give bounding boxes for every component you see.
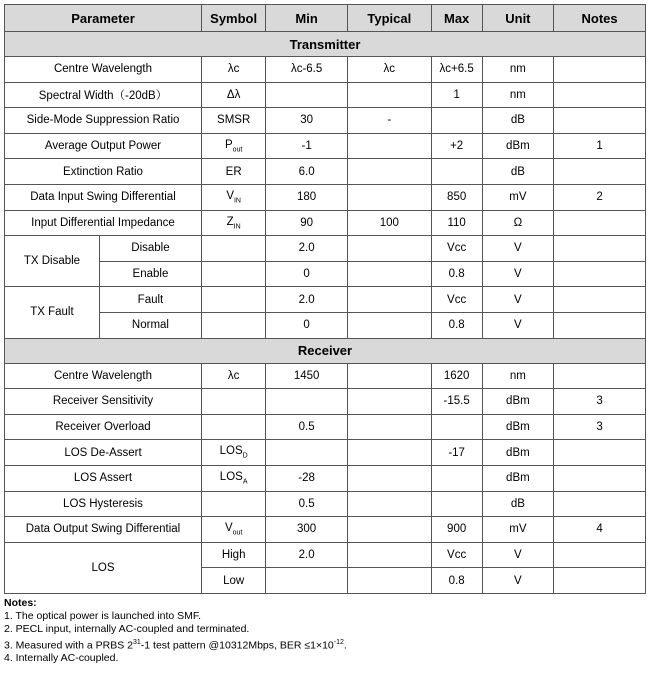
typ-cell xyxy=(347,261,431,287)
typ-cell xyxy=(347,465,431,491)
symbol-subscript: D xyxy=(242,452,248,460)
symbol-cell xyxy=(202,491,266,517)
note-3-exponent-ber: -12 xyxy=(333,638,344,646)
max-cell: 110 xyxy=(431,210,482,236)
note-cell xyxy=(554,108,646,134)
typ-cell xyxy=(347,82,431,108)
header-row xyxy=(5,5,646,32)
table-row xyxy=(5,108,646,134)
group-label-tx-fault: TX Fault xyxy=(5,287,100,338)
max-cell xyxy=(431,491,482,517)
unit-cell: dB xyxy=(482,159,553,185)
param-cell: Side-Mode Suppression Ratio xyxy=(5,108,202,134)
min-cell xyxy=(266,82,348,108)
sub-param-cell: Fault xyxy=(99,287,201,313)
typ-cell xyxy=(347,287,431,313)
symbol-cell: λc xyxy=(202,57,266,83)
table-row xyxy=(5,210,646,236)
max-cell xyxy=(431,159,482,185)
max-cell: Vcc xyxy=(431,236,482,262)
note-3-part-a: 3. Measured with a PRBS 2 xyxy=(4,639,133,652)
min-cell: 0.5 xyxy=(266,414,348,440)
note-cell xyxy=(554,465,646,491)
unit-cell: V xyxy=(482,261,553,287)
note-cell xyxy=(554,261,646,287)
unit-cell: V xyxy=(482,312,553,338)
typ-cell xyxy=(347,491,431,517)
unit-cell: dB xyxy=(482,491,553,517)
symbol-main: LOS xyxy=(219,445,243,458)
param-cell: LOS De-Assert xyxy=(5,440,202,466)
note-cell xyxy=(554,568,646,594)
max-cell: Vcc xyxy=(431,287,482,313)
note-cell xyxy=(554,542,646,568)
table-row xyxy=(5,465,646,491)
note-cell: 1 xyxy=(554,133,646,159)
sub-param-cell: High xyxy=(202,542,266,568)
symbol-cell xyxy=(202,389,266,415)
param-cell: Receiver Sensitivity xyxy=(5,389,202,415)
table-row xyxy=(5,414,646,440)
typ-cell xyxy=(347,236,431,262)
symbol-subscript: A xyxy=(242,478,248,486)
max-cell: λc+6.5 xyxy=(431,57,482,83)
min-cell: 0 xyxy=(266,312,348,338)
header-typical: Typical xyxy=(347,5,431,32)
symbol-cell xyxy=(202,133,266,159)
table-row xyxy=(5,236,646,262)
symbol-subscript: out xyxy=(232,146,243,154)
max-cell: 1 xyxy=(431,82,482,108)
max-cell: Vcc xyxy=(431,542,482,568)
min-cell: 6.0 xyxy=(266,159,348,185)
min-cell: λc-6.5 xyxy=(266,57,348,83)
typ-cell: - xyxy=(347,108,431,134)
sub-param-cell: Enable xyxy=(99,261,201,287)
table-row xyxy=(5,287,646,313)
header-parameter: Parameter xyxy=(5,5,202,32)
optical-spec-table xyxy=(4,4,646,594)
typ-cell xyxy=(347,568,431,594)
note-3 xyxy=(4,636,646,653)
typ-cell xyxy=(347,184,431,210)
unit-cell: nm xyxy=(482,363,553,389)
param-cell: Input Differential Impedance xyxy=(5,210,202,236)
symbol-subscript: out xyxy=(232,529,243,537)
symbol-subscript: IN xyxy=(233,223,241,230)
typ-cell xyxy=(347,414,431,440)
notes-title: Notes: xyxy=(4,596,37,609)
header-min: Min xyxy=(266,5,348,32)
typ-cell xyxy=(347,133,431,159)
note-cell xyxy=(554,287,646,313)
min-cell: 30 xyxy=(266,108,348,134)
typ-cell xyxy=(347,542,431,568)
typ-cell xyxy=(347,389,431,415)
table-row xyxy=(5,363,646,389)
section-title: Transmitter xyxy=(5,32,646,57)
unit-cell: dBm xyxy=(482,389,553,415)
min-cell: -1 xyxy=(266,133,348,159)
symbol-cell: Δλ xyxy=(202,82,266,108)
min-cell xyxy=(266,568,348,594)
table-row xyxy=(5,159,646,185)
param-cell: Centre Wavelength xyxy=(5,57,202,83)
symbol-main: LOS xyxy=(219,471,243,484)
typ-cell: λc xyxy=(347,57,431,83)
min-cell xyxy=(266,389,348,415)
sub-param-cell: Normal xyxy=(99,312,201,338)
table-row xyxy=(5,491,646,517)
sub-param-cell: Disable xyxy=(99,236,201,262)
note-1: 1. The optical power is launched into SMF. xyxy=(4,609,202,622)
unit-cell: dB xyxy=(482,108,553,134)
symbol-cell xyxy=(202,184,266,210)
sub-param-cell: Low xyxy=(202,568,266,594)
max-cell: 1620 xyxy=(431,363,482,389)
symbol-cell xyxy=(202,261,266,287)
min-cell: 180 xyxy=(266,184,348,210)
spec-sheet xyxy=(4,4,646,665)
symbol-main: V xyxy=(224,522,233,535)
min-cell: -28 xyxy=(266,465,348,491)
max-cell: 0.8 xyxy=(431,568,482,594)
symbol-main: P xyxy=(224,138,233,151)
unit-cell: dBm xyxy=(482,414,553,440)
unit-cell: V xyxy=(482,542,553,568)
min-cell: 2.0 xyxy=(266,236,348,262)
unit-cell: dBm xyxy=(482,440,553,466)
section-row-receiver xyxy=(5,338,646,363)
note-3-part-b: -1 test pattern @10312Mbps, BER ≤1×10 xyxy=(140,639,334,652)
param-cell: LOS Assert xyxy=(5,465,202,491)
param-cell: Extinction Ratio xyxy=(5,159,202,185)
typ-cell xyxy=(347,159,431,185)
param-cell: Spectral Width（-20dB） xyxy=(5,82,202,108)
table-row xyxy=(5,312,646,338)
param-cell: Data Output Swing Differential xyxy=(5,517,202,543)
min-cell xyxy=(266,440,348,466)
unit-cell: mV xyxy=(482,517,553,543)
min-cell: 1450 xyxy=(266,363,348,389)
note-cell: 4 xyxy=(554,517,646,543)
max-cell: 850 xyxy=(431,184,482,210)
unit-cell: V xyxy=(482,287,553,313)
note-cell xyxy=(554,210,646,236)
note-cell xyxy=(554,363,646,389)
symbol-cell xyxy=(202,440,266,466)
symbol-cell: ER xyxy=(202,159,266,185)
header-unit: Unit xyxy=(482,5,553,32)
symbol-cell xyxy=(202,517,266,543)
max-cell: -15.5 xyxy=(431,389,482,415)
param-cell: Centre Wavelength xyxy=(5,363,202,389)
note-4: 4. Internally AC-coupled. xyxy=(4,652,119,665)
note-cell: 3 xyxy=(554,389,646,415)
table-row xyxy=(5,261,646,287)
table-row xyxy=(5,389,646,415)
symbol-main: Z xyxy=(226,215,234,228)
max-cell: 0.8 xyxy=(431,312,482,338)
note-3-part-c: . xyxy=(343,639,347,652)
section-row-transmitter xyxy=(5,32,646,57)
typ-cell: 100 xyxy=(347,210,431,236)
note-cell xyxy=(554,159,646,185)
note-cell xyxy=(554,440,646,466)
table-row xyxy=(5,133,646,159)
group-label-tx-disable: TX Disable xyxy=(5,236,100,287)
max-cell xyxy=(431,108,482,134)
unit-cell: dBm xyxy=(482,465,553,491)
table-row xyxy=(5,184,646,210)
note-3-exponent-prbs: 31 xyxy=(132,638,141,646)
param-cell: Receiver Overload xyxy=(5,414,202,440)
max-cell xyxy=(431,414,482,440)
symbol-cell xyxy=(202,236,266,262)
note-cell xyxy=(554,57,646,83)
table-row xyxy=(5,440,646,466)
symbol-cell xyxy=(202,312,266,338)
notes-section xyxy=(4,597,646,666)
unit-cell: dBm xyxy=(482,133,553,159)
unit-cell: Ω xyxy=(482,210,553,236)
min-cell: 2.0 xyxy=(266,542,348,568)
max-cell: +2 xyxy=(431,133,482,159)
max-cell xyxy=(431,465,482,491)
max-cell: 900 xyxy=(431,517,482,543)
min-cell: 300 xyxy=(266,517,348,543)
note-cell xyxy=(554,491,646,517)
unit-cell: mV xyxy=(482,184,553,210)
table-row xyxy=(5,542,646,568)
symbol-cell xyxy=(202,465,266,491)
note-2: 2. PECL input, internally AC-coupled and terminated. xyxy=(4,622,250,635)
table-row xyxy=(5,82,646,108)
symbol-cell: λc xyxy=(202,363,266,389)
symbol-cell: SMSR xyxy=(202,108,266,134)
note-cell xyxy=(554,82,646,108)
unit-cell: V xyxy=(482,568,553,594)
unit-cell: V xyxy=(482,236,553,262)
min-cell: 2.0 xyxy=(266,287,348,313)
section-title: Receiver xyxy=(5,338,646,363)
note-cell: 2 xyxy=(554,184,646,210)
param-cell: Data Input Swing Differential xyxy=(5,184,202,210)
header-symbol: Symbol xyxy=(202,5,266,32)
param-cell: LOS Hysteresis xyxy=(5,491,202,517)
unit-cell: nm xyxy=(482,57,553,83)
typ-cell xyxy=(347,363,431,389)
symbol-subscript: IN xyxy=(233,197,241,205)
symbol-cell xyxy=(202,414,266,440)
min-cell: 0.5 xyxy=(266,491,348,517)
typ-cell xyxy=(347,517,431,543)
unit-cell: nm xyxy=(482,82,553,108)
table-row xyxy=(5,517,646,543)
typ-cell xyxy=(347,440,431,466)
symbol-main: V xyxy=(226,190,234,203)
header-notes: Notes xyxy=(554,5,646,32)
symbol-cell xyxy=(202,287,266,313)
symbol-cell xyxy=(202,210,266,236)
param-cell: Average Output Power xyxy=(5,133,202,159)
note-cell xyxy=(554,236,646,262)
min-cell: 90 xyxy=(266,210,348,236)
typ-cell xyxy=(347,312,431,338)
max-cell: 0.8 xyxy=(431,261,482,287)
note-cell: 3 xyxy=(554,414,646,440)
note-cell xyxy=(554,312,646,338)
group-label-los: LOS xyxy=(5,542,202,593)
table-row xyxy=(5,57,646,83)
min-cell: 0 xyxy=(266,261,348,287)
header-max: Max xyxy=(431,5,482,32)
max-cell: -17 xyxy=(431,440,482,466)
